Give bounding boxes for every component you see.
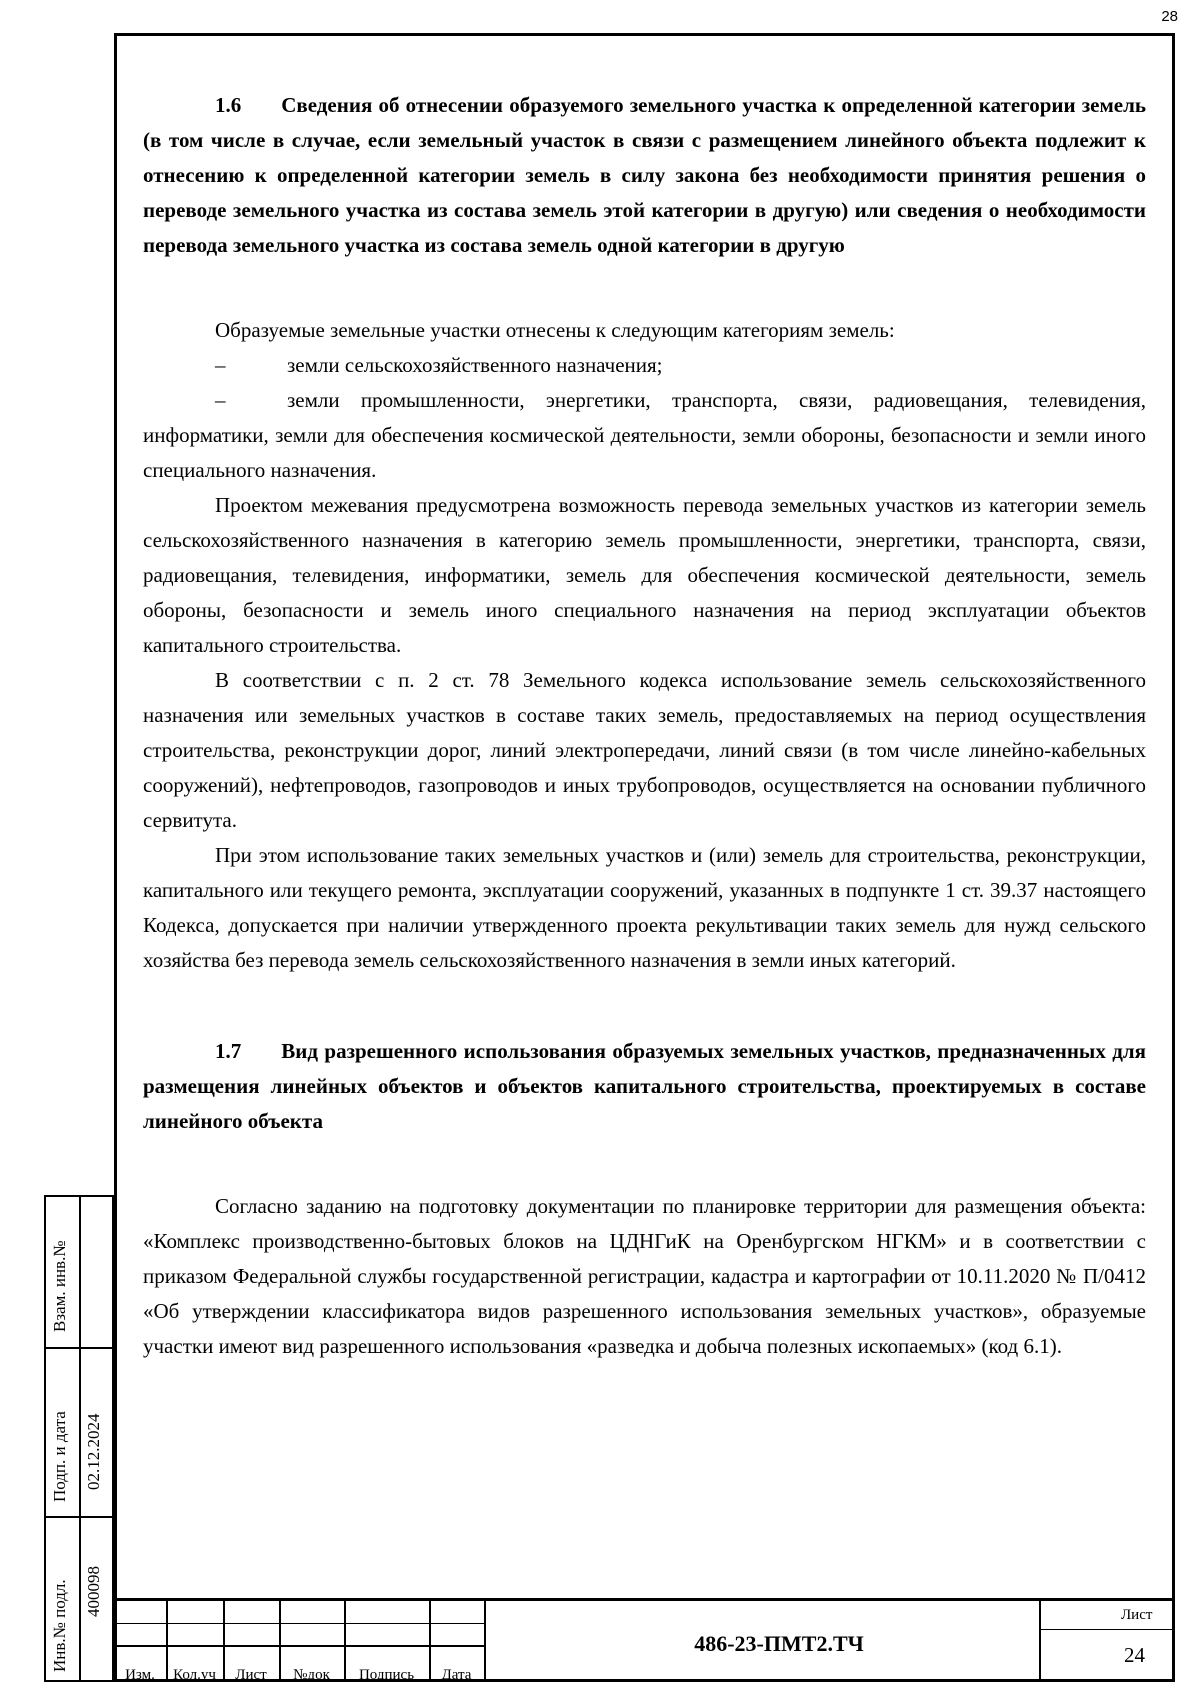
section-1-7-heading (143, 1034, 1146, 1139)
list-item: – земли промышленности, энергетики, транспорта, связи, радиовещания, телевидения, информатики, земли для обеспечения космической деятельности, земли обороны, безопасности и земли иного специального назначения. (143, 383, 1146, 488)
column-header: №док (293, 1667, 330, 1683)
sheet-number: 24 (1124, 1643, 1145, 1667)
sheet-label: Лист (1121, 1607, 1153, 1623)
column-header: Дата (441, 1667, 472, 1683)
page-number: 28 (1161, 8, 1178, 25)
column-header: Кол.уч (173, 1667, 216, 1683)
section-1-7-title: Вид разрешенного использования образуемых земельных участков, предназначенных для размещения линейных объектов и объектов капитального строительства, проектируемых в составе линейного объекта (143, 1039, 1146, 1133)
section-1-6-intro: Образуемые земельные участки отнесены к следующим категориям земель: (215, 318, 895, 342)
column-header: Изм. (125, 1667, 155, 1683)
vzam-inv-label: Взам. инв.№ (50, 1240, 69, 1332)
side-stamp (44, 1195, 114, 1682)
paragraph: Проектом межевания предусмотрена возможность перевода земельных участков из категории земель сельскохозяйственного назначения в категорию земель промышленности, энергетики, транспорта, связи, радиовещания, телевидения, информатики, земель для обеспечения космической деятельности, земель обороны, безопасности и земель иного специального назначения на период эксплуатации объектов капитального строительства. (143, 493, 1146, 657)
section-1-6-heading (143, 88, 1146, 263)
section-1-6-title: Сведения об отнесении образуемого земельного участка к определенной категории земель (в том числе в случае, если земельный участок в связи с размещением линейного объекта подлежит к отнесению к определенной категории земель в силу закона без необходимости принятия решения о переводе земельного участка из состава земель этой категории в другую) или сведения о необходимости перевода земельного участка из состава земель одной категории в другую (143, 93, 1146, 257)
paragraph: При этом использование таких земельных участков и (или) земель для строительства, реконструкции, капитального или текущего ремонта, эксплуатации сооружений, указанных в подпункте 1 ст. 39.37 настоящего Кодекса, допускается при наличии утвержденного проекта рекультивации таких земель для нужд сельского хозяйства без перевода земель сельскохозяйственного назначения в земли иных категорий. (143, 843, 1146, 972)
section-1-7-number: 1.7 (215, 1039, 242, 1063)
paragraph: В соответствии с п. 2 ст. 78 Земельного кодекса использование земель сельскохозяйственного назначения или земельных участков в составе таких земель, предоставляемых на период осуществления строительства, реконструкции дорог, линий электропередачи, линий связи (в том числе линейно-кабельных сооружений), нефтепроводов, газопроводов и иных трубопроводов, осуществляется на основании публичного сервитута. (143, 668, 1146, 832)
podp-data-label: Подп. и дата (50, 1411, 69, 1502)
document-code: 486-23-ПМТ2.ТЧ (694, 1631, 864, 1656)
section-1-7-paragraph: Согласно заданию на подготовку документации по планировке территории для размещения объекта: «Комплекс производственно-бытовых блоков на ЦДНГиК на Оренбургском НГКМ» и в соответствии с приказом Федеральной службы государственной регистрации, кадастра и картографии от 10.11.2020 № П/0412 «Об утверждении классификатора видов разрешенного использования земельных участков», образуемые участки имеют вид разрешенного использования «разведка и добыча полезных ископаемых» (код 6.1). (143, 1194, 1146, 1358)
column-header: Подпись (358, 1667, 415, 1683)
list-dash: – (215, 353, 226, 377)
inv-podl-label: Инв.№ подл. (50, 1579, 69, 1672)
title-block (114, 1598, 1175, 1682)
section-1-6-number: 1.6 (215, 93, 242, 117)
inv-podl-value: 400098 (84, 1566, 103, 1617)
podp-data-value: 02.12.2024 (84, 1413, 103, 1490)
list-dash: – (215, 388, 226, 412)
list-item: – земли сельскохозяйственного назначения; (143, 348, 1146, 383)
document-body (143, 88, 1146, 1364)
column-header: Лист (235, 1667, 267, 1683)
